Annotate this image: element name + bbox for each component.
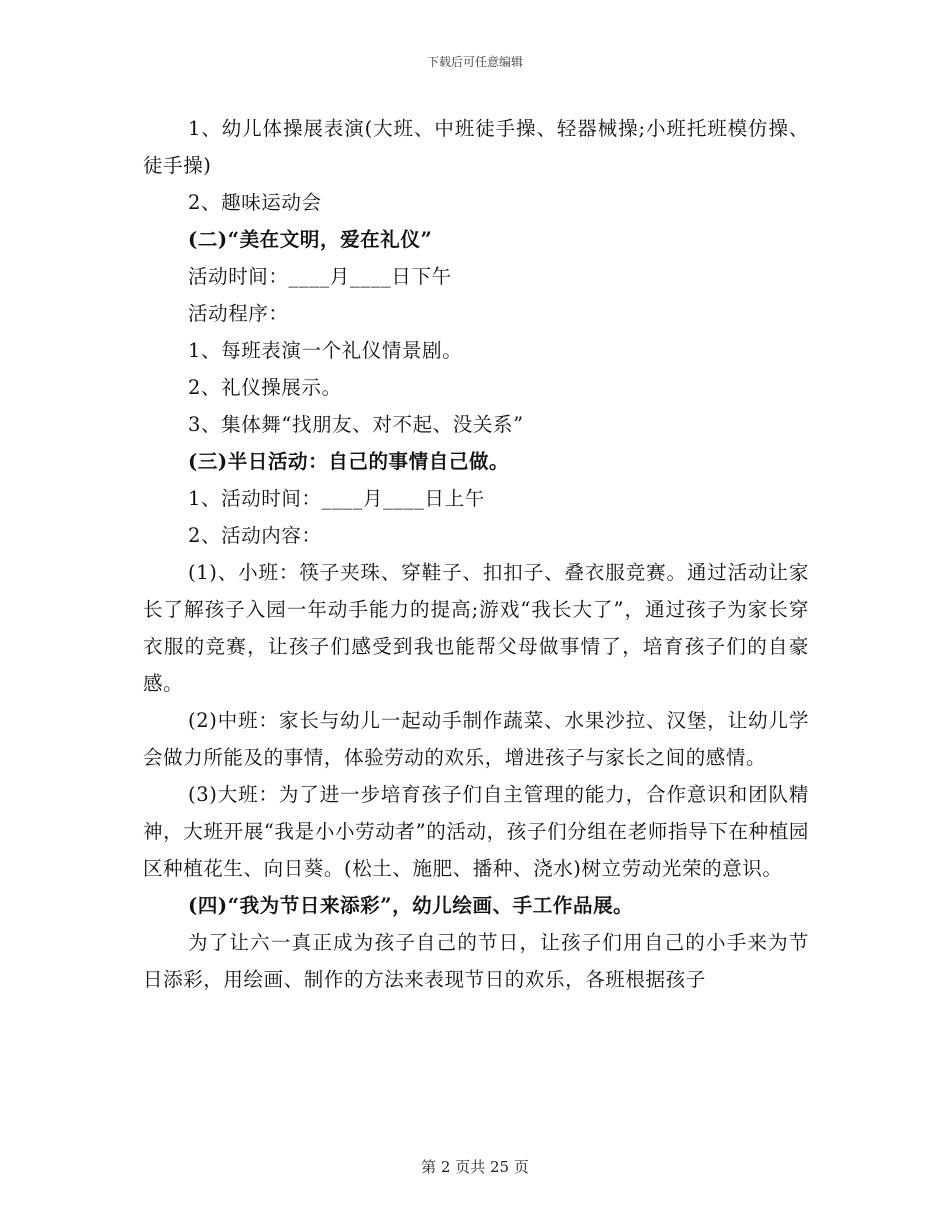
paragraph-1: 1、幼儿体操展表演(大班、中班徒手操、轻器械操;小班托班模仿操、徒手操) — [143, 117, 809, 177]
paragraph-10: (1)、小班：筷子夹珠、穿鞋子、扣扣子、叠衣服竞赛。通过活动让家长了解孩子入园一年动手能力的提高;游戏“我长大了”，通过孩子为家长穿衣服的竞赛，让孩子们感受到我也能帮父母做事情了，培育孩子们的自豪感。 — [143, 561, 809, 695]
paragraph-3: 活动时间：____月____日下午 — [188, 265, 452, 288]
paragraph-13: 为了让六一真正成为孩子自己的节日，让孩子们用自己的小手来为节日添彩，用绘画、制作的方法来表现节日的欢乐，各班根据孩子 — [143, 931, 809, 991]
page-footer: 第 2 页共 25 页 — [421, 1158, 529, 1176]
document-body — [143, 110, 809, 998]
paragraph-6: 2、礼仪操展示。 — [188, 376, 342, 399]
paragraph-5: 1、每班表演一个礼仪情景剧。 — [188, 339, 463, 362]
paragraph-11: (2)中班：家长与幼儿一起动手制作蔬菜、水果沙拉、汉堡，让幼儿学会做力所能及的事情，体验劳动的欢乐，增进孩子与家长之间的感情。 — [143, 709, 809, 769]
page-header: 下载后可任意编辑 — [426, 55, 523, 69]
paragraph-2: 2、趣味运动会 — [188, 191, 322, 214]
paragraph-8: 1、活动时间：____月____日上午 — [188, 487, 485, 510]
paragraph-4: 活动程序： — [188, 302, 289, 325]
paragraph-12: (3)大班：为了进一步培育孩子们自主管理的能力，合作意识和团队精神，大班开展“我是小小劳动者”的活动，孩子们分组在老师指导下在种植园区种植花生、向日葵。(松土、施肥、播种、浇水)树立劳动光荣的意识。 — [143, 783, 809, 880]
section-heading-4: (四)“我为节日来添彩”，幼儿绘画、手工作品展。 — [188, 894, 634, 917]
paragraph-7: 3、集体舞“找朋友、对不起、没关系” — [188, 413, 524, 436]
section-heading-3: (三)半日活动：自己的事情自己做。 — [188, 450, 510, 473]
paragraph-9: 2、活动内容： — [188, 524, 322, 547]
section-heading-2: (二)“美在文明，爱在礼仪” — [188, 228, 433, 251]
